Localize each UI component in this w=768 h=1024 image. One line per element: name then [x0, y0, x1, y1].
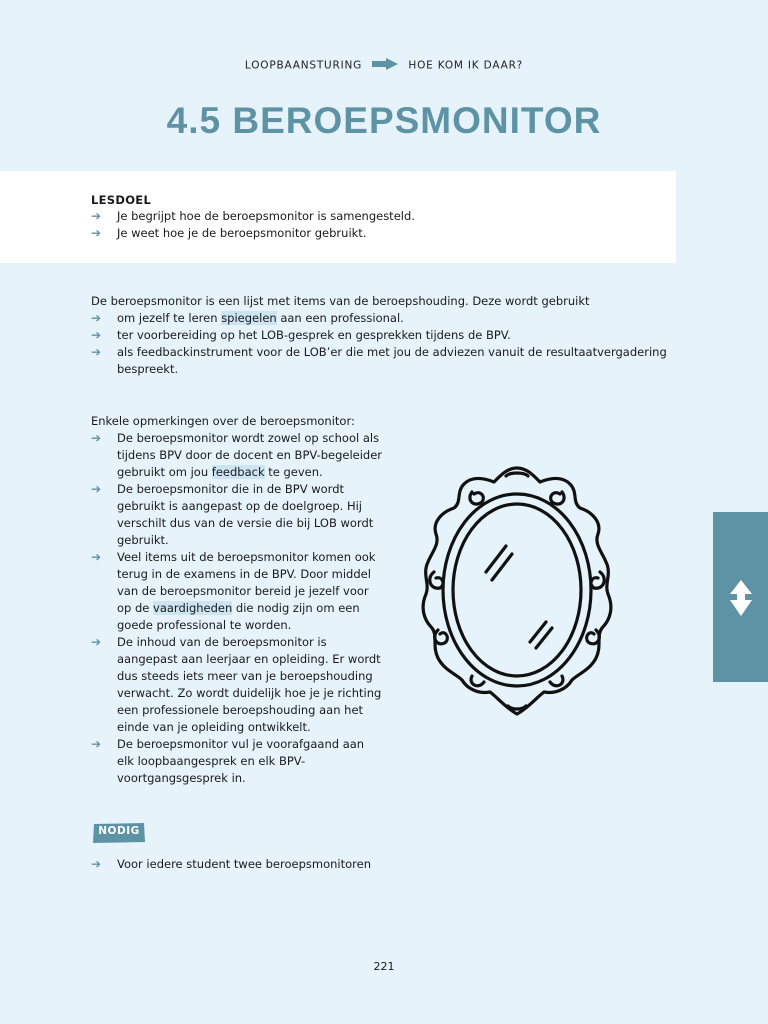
list-item: ➔ als feedbackinstrument voor de LOB’er die met jou de adviezen vanuit de resultaatvergadering bespreekt.: [91, 345, 667, 376]
breadcrumb-second: HOE KOM IK DAAR?: [408, 59, 524, 72]
lesdoel-list: [91, 208, 651, 242]
list-item: ➔ om jezelf te leren spiegelen aan een professional.: [91, 311, 404, 325]
highlighted-term: feedback: [211, 465, 265, 479]
arrow-right-icon: ➔: [91, 431, 102, 445]
page-title: 4.5 BEROEPSMONITOR: [166, 100, 602, 141]
list-item: ➔ Je weet hoe je de beroepsmonitor gebruikt.: [91, 226, 367, 240]
arrow-right-icon: ➔: [91, 482, 102, 496]
breadcrumb-first: LOOPBAANSTURING: [244, 59, 363, 72]
arrow-right-icon: ➔: [91, 226, 102, 240]
list-item: ➔ De beroepsmonitor vul je voorafgaand aan elk loopbaangesprek en elk BPV-voortgangsgesprek in.: [91, 737, 365, 785]
nodig-badge: [92, 822, 146, 844]
nodig-list: [91, 856, 651, 873]
list-item: ➔ Je begrijpt hoe de beroepsmonitor is samengesteld.: [91, 209, 415, 223]
side-tab[interactable]: [713, 512, 768, 682]
remarks-intro: Enkele opmerkingen over de beroepsmonitor:: [91, 414, 355, 428]
breadcrumb: [0, 58, 768, 73]
nodig-label: NODIG: [98, 825, 140, 837]
mirror-illustration: [412, 462, 622, 722]
arrow-right-icon: ➔: [91, 550, 102, 564]
arrow-right-icon: ➔: [91, 311, 102, 325]
arrow-right-icon: ➔: [91, 635, 102, 649]
up-arrow-icon: [730, 580, 752, 620]
lesdoel-panel: [0, 171, 676, 263]
highlighted-term: spiegelen: [221, 311, 277, 325]
list-item: ➔ Voor iedere student twee beroepsmonitoren: [91, 857, 371, 871]
arrow-right-icon: ➔: [91, 737, 102, 751]
arrow-right-icon: ➔: [91, 345, 102, 359]
list-item: ➔ De beroepsmonitor wordt zowel op school als tijdens BPV door de docent en BPV-begeleider gebruikt om jou feedback te geven.: [91, 431, 383, 479]
chevron-arrow-icon: [372, 58, 398, 73]
list-item: ➔ ter voorbereiding op het LOB-gesprek en gesprekken tijdens de BPV.: [91, 328, 511, 342]
intro-list: [91, 310, 671, 378]
list-item: ➔ Veel items uit de beroepsmonitor komen ook terug in de examens in de BPV. Door middel van de beroepsmonitor bereid je jezelf voor op de vaardigheden die nodig zijn om een goede professional te worden.: [91, 550, 376, 632]
remarks-list: [91, 430, 383, 787]
list-item: ➔ De beroepsmonitor die in de BPV wordt gebruikt is aangepast op de doelgroep. Hij verschilt dus van de versie die bij LOB wordt gebruikt.: [91, 482, 374, 547]
intro-text: De beroepsmonitor is een lijst met items van de beroepshouding. Deze wordt gebruikt: [91, 294, 590, 308]
arrow-right-icon: ➔: [91, 857, 102, 871]
list-item: ➔ De inhoud van de beroepsmonitor is aangepast aan leerjaar en opleiding. Er wordt dus steeds iets meer van je beroepshouding verwacht. Zo wordt duidelijk hoe je je richting een professionele beroepshouding aan het einde van je opleiding ontwikkelt.: [91, 635, 382, 734]
arrow-right-icon: ➔: [91, 209, 102, 223]
page-number: 221: [373, 960, 395, 973]
lesdoel-heading: LESDOEL: [91, 193, 152, 207]
highlighted-term: vaardigheden: [153, 601, 233, 615]
arrow-right-icon: ➔: [91, 328, 102, 342]
